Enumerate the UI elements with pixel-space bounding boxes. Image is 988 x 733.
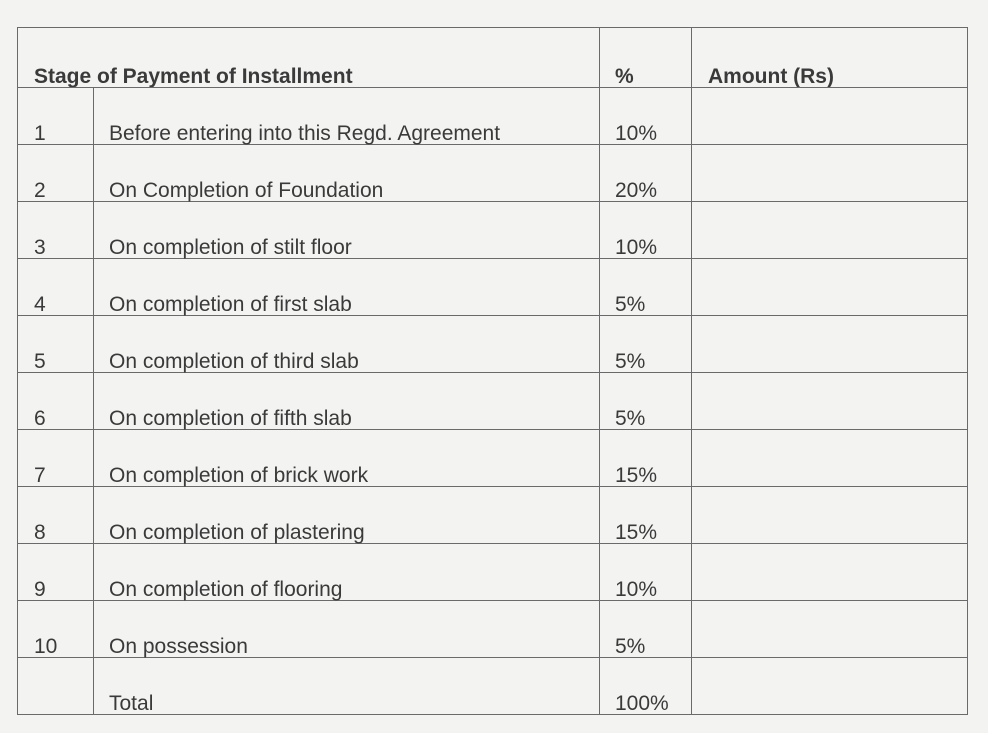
percent-cell [600, 487, 692, 544]
row-number: 2 [18, 145, 94, 201]
stage-description: On completion of fifth slab [109, 407, 352, 430]
amount-cell [692, 487, 968, 544]
stage-description: On completion of first slab [109, 293, 352, 316]
stage-description: On completion of brick work [109, 464, 369, 487]
stage-description: On Completion of Foundation [109, 179, 384, 202]
stage-cell [18, 316, 600, 373]
stage-header-label: Stage of Payment of Installment [34, 66, 353, 87]
amount-cell [692, 259, 968, 316]
table-header-row [18, 28, 968, 88]
percent-cell [600, 202, 692, 259]
stage-cell [18, 202, 600, 259]
table-row [18, 145, 968, 202]
table-row [18, 202, 968, 259]
stage-description: On completion of stilt floor [109, 236, 352, 259]
stage-percent: 5% [615, 351, 646, 372]
payment-schedule-table [17, 27, 968, 715]
stage-percent: 15% [615, 465, 658, 486]
stage-cell [18, 259, 600, 316]
stage-percent: 10% [615, 579, 658, 600]
stage-cell [18, 487, 600, 544]
table-row [18, 88, 968, 145]
row-number: 6 [18, 373, 94, 429]
amount-cell [692, 544, 968, 601]
total-percent: 100% [615, 693, 669, 714]
row-number [18, 658, 94, 714]
stage-description: On completion of plastering [109, 521, 365, 544]
stage-header [18, 28, 600, 88]
amount-header-label: Amount (Rs) [708, 66, 834, 87]
row-number: 8 [18, 487, 94, 543]
percent-cell [600, 601, 692, 658]
stage-percent: 20% [615, 180, 658, 201]
percent-header [600, 28, 692, 88]
stage-percent: 15% [615, 522, 658, 543]
row-number: 10 [18, 601, 94, 657]
amount-cell [692, 430, 968, 487]
row-number: 4 [18, 259, 94, 315]
percent-cell [600, 145, 692, 202]
table-row [18, 430, 968, 487]
table-body [18, 88, 968, 715]
table-row [18, 373, 968, 430]
stage-percent: 5% [615, 408, 646, 429]
table-row [18, 487, 968, 544]
row-number: 1 [18, 88, 94, 144]
table-row [18, 544, 968, 601]
stage-description: On completion of flooring [109, 578, 343, 601]
row-number: 5 [18, 316, 94, 372]
stage-percent: 10% [615, 237, 658, 258]
stage-cell [18, 373, 600, 430]
amount-cell [692, 88, 968, 145]
stage-cell [18, 145, 600, 202]
percent-cell [600, 544, 692, 601]
stage-cell [18, 658, 600, 715]
percent-cell [600, 88, 692, 145]
stage-cell [18, 601, 600, 658]
amount-cell [692, 202, 968, 259]
percent-cell [600, 658, 692, 715]
stage-description: Before entering into this Regd. Agreement [109, 122, 501, 145]
amount-header [692, 28, 968, 88]
stage-cell [18, 88, 600, 145]
amount-cell [692, 316, 968, 373]
total-label: Total [109, 692, 154, 715]
amount-cell [692, 658, 968, 715]
total-row [18, 658, 968, 715]
stage-cell [18, 430, 600, 487]
table-row [18, 601, 968, 658]
table-row [18, 316, 968, 373]
row-number: 3 [18, 202, 94, 258]
row-number: 9 [18, 544, 94, 600]
stage-description: On possession [109, 635, 248, 658]
stage-cell [18, 544, 600, 601]
stage-percent: 5% [615, 636, 646, 657]
percent-cell [600, 259, 692, 316]
percent-cell [600, 373, 692, 430]
percent-cell [600, 430, 692, 487]
stage-description: On completion of third slab [109, 350, 359, 373]
amount-cell [692, 373, 968, 430]
amount-cell [692, 145, 968, 202]
percent-cell [600, 316, 692, 373]
stage-percent: 10% [615, 123, 658, 144]
amount-cell [692, 601, 968, 658]
stage-percent: 5% [615, 294, 646, 315]
row-number: 7 [18, 430, 94, 486]
percent-header-label: % [615, 66, 634, 87]
table-row [18, 259, 968, 316]
